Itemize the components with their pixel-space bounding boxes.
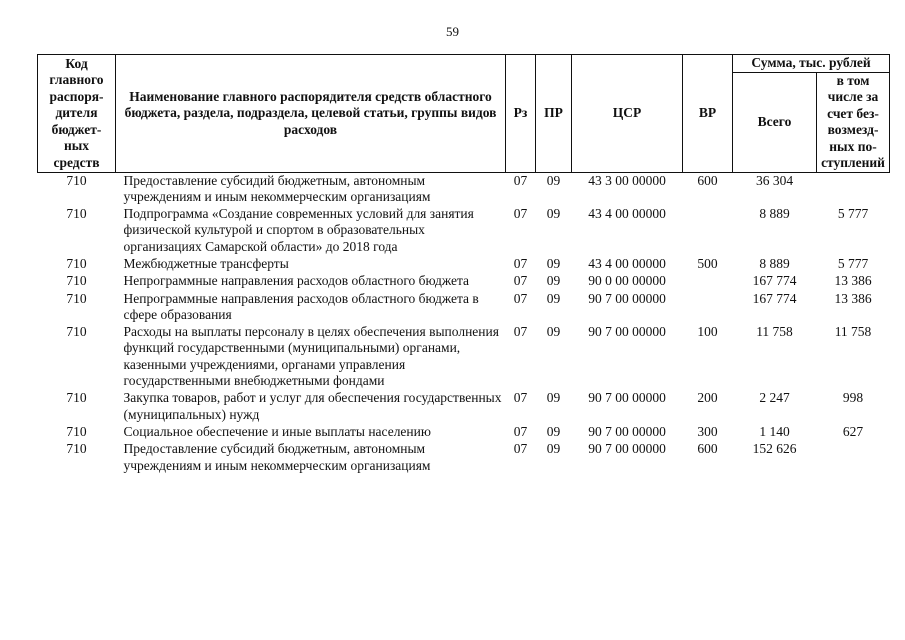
table-row — [38, 423, 890, 440]
cell-pr: 09 — [546, 255, 561, 271]
cell-name: Непрограммные направления расходов областного бюджета — [123, 273, 470, 289]
header-vr: ВР — [683, 55, 733, 173]
cell-total: 167 774 — [752, 273, 797, 289]
table-row — [38, 323, 890, 389]
cell-pr: 09 — [546, 441, 561, 457]
cell-code: 710 — [66, 273, 87, 289]
cell-csr: 90 7 00 00000 — [588, 290, 666, 306]
cell-pr: 09 — [546, 172, 561, 188]
cell-pr: 09 — [546, 390, 561, 406]
cell-csr: 90 7 00 00000 — [588, 324, 666, 340]
cell-code: 710 — [66, 441, 87, 457]
table-row — [38, 389, 890, 423]
cell-total: 8 889 — [759, 206, 790, 222]
cell-vr: 500 — [697, 255, 718, 271]
cell-pr: 09 — [546, 206, 561, 222]
cell-total: 8 889 — [759, 255, 790, 271]
cell-code: 710 — [66, 172, 87, 188]
cell-total: 152 626 — [752, 441, 797, 457]
cell-free: 5 777 — [837, 255, 869, 271]
cell-name: Непрограммные направления расходов областного бюджета в сфере образования — [123, 290, 479, 322]
header-free: в том числе за счет без-возмезд-ных по-ступлений — [817, 72, 890, 172]
cell-csr: 90 7 00 00000 — [588, 390, 666, 406]
cell-name: Предоставление субсидий бюджетным, автономным учреждениям и иным некоммерческим организациям — [123, 441, 431, 473]
table-row — [38, 255, 890, 272]
cell-name: Закупка товаров, работ и услуг для обеспечения государственных (муниципальных) нужд — [123, 390, 502, 422]
cell-free: 11 758 — [834, 324, 872, 340]
table-body — [38, 172, 890, 474]
cell-code: 710 — [66, 390, 87, 406]
cell-pr: 09 — [546, 324, 561, 340]
cell-code: 710 — [66, 206, 87, 222]
cell-rz: 07 — [513, 206, 528, 222]
cell-total: 1 140 — [759, 423, 790, 439]
cell-vr: 600 — [697, 172, 718, 188]
cell-name: Подпрограмма «Создание современных условий для занятия физической культурой и спортом в образовательных организациях Самарской области» до 2018 года — [123, 206, 474, 254]
cell-rz: 07 — [513, 273, 528, 289]
cell-code: 710 — [66, 255, 87, 271]
cell-rz: 07 — [513, 324, 528, 340]
cell-csr: 90 7 00 00000 — [588, 441, 666, 457]
cell-free: 627 — [842, 423, 864, 439]
cell-pr: 09 — [546, 290, 561, 306]
header-pr: ПР — [536, 55, 572, 173]
cell-vr: 300 — [697, 423, 718, 439]
cell-csr: 90 0 00 00000 — [588, 273, 666, 289]
cell-vr: 200 — [697, 390, 718, 406]
cell-code: 710 — [66, 423, 87, 439]
table-row — [38, 272, 890, 289]
cell-vr: 600 — [697, 441, 718, 457]
cell-csr: 43 4 00 00000 — [588, 206, 666, 222]
table-row — [38, 290, 890, 324]
cell-rz: 07 — [513, 255, 528, 271]
cell-rz: 07 — [513, 290, 528, 306]
cell-code: 710 — [66, 290, 87, 306]
cell-rz: 07 — [513, 172, 528, 188]
cell-total: 11 758 — [756, 324, 793, 340]
cell-rz: 07 — [513, 390, 528, 406]
table-row — [38, 205, 890, 255]
cell-total: 167 774 — [752, 290, 797, 306]
cell-vr — [683, 272, 733, 289]
cell-free: 13 386 — [834, 290, 872, 306]
cell-name: Расходы на выплаты персоналу в целях обеспечения выполнения функций государственными (муниципальными) органами, казенными учреждениями, органами управления государственными внебюджетными фондами — [123, 324, 499, 389]
header-code: Код главного распоря-дителя бюджет-ных средств — [38, 55, 116, 173]
header-name: Наименование главного распорядителя средств областного бюджета, раздела, подраздела, целевой статьи, группы видов расходов — [116, 55, 506, 173]
cell-free: 998 — [842, 390, 864, 406]
cell-rz: 07 — [513, 423, 528, 439]
cell-csr: 43 4 00 00000 — [588, 255, 666, 271]
cell-free — [817, 172, 890, 205]
cell-pr: 09 — [546, 423, 561, 439]
cell-csr: 43 3 00 00000 — [588, 172, 666, 188]
header-sum: Сумма, тыс. рублей — [733, 55, 890, 73]
cell-code: 710 — [66, 324, 87, 340]
cell-free: 13 386 — [834, 273, 872, 289]
cell-name: Межбюджетные трансферты — [123, 255, 289, 271]
page-number: 59 — [446, 24, 459, 39]
cell-pr: 09 — [546, 273, 561, 289]
cell-csr: 90 7 00 00000 — [588, 423, 666, 439]
cell-vr — [683, 290, 733, 324]
cell-free — [817, 440, 890, 474]
cell-name: Социальное обеспечение и иные выплаты населению — [123, 423, 431, 439]
table-row — [38, 172, 890, 205]
cell-vr: 100 — [697, 324, 718, 340]
cell-vr — [683, 205, 733, 255]
cell-rz: 07 — [513, 441, 528, 457]
table-row — [38, 440, 890, 474]
cell-total: 2 247 — [759, 390, 790, 406]
cell-name: Предоставление субсидий бюджетным, автономным учреждениям и иным некоммерческим организациям — [123, 172, 431, 204]
table-header — [38, 55, 890, 173]
header-csr: ЦСР — [572, 55, 683, 173]
header-rz: Рз — [506, 55, 536, 173]
header-total: Всего — [733, 72, 817, 172]
budget-table — [37, 54, 890, 474]
cell-free: 5 777 — [837, 206, 869, 222]
cell-total: 36 304 — [755, 172, 794, 188]
